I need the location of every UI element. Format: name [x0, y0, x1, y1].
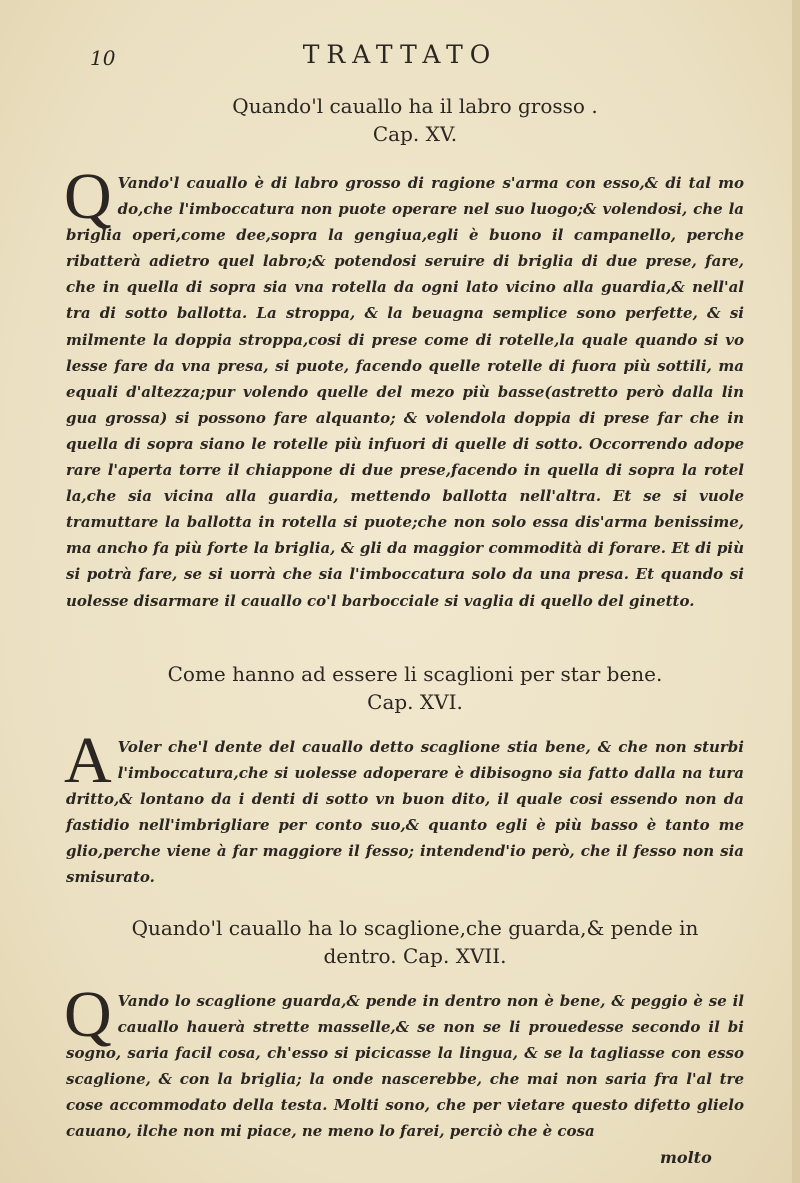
page-header — [0, 40, 800, 80]
paragraph-text: Vando lo scaglione guarda,& pende in dentro non è bene, & peggio è se il cauallo hauerà strette masselle,& se non se li prouedesse secondo il bi sogno, saria facil cosa, ch'esso si picicasse la lingua, & se la tagliasse con esso scaglione, & con la briglia; la onde nascerebbe, che mai non saria fra l'al tre cose accommodato della testa. Molti sono, che per vietare questo difetto glielo cauano, ilche non mi piace, ne meno lo farei, perciò che è cosa — [66, 992, 744, 1141]
chapter-body-xv — [64, 160, 744, 640]
chapter-number: dentro. Cap. XVII. — [323, 944, 507, 968]
page-edge — [792, 0, 800, 1183]
chapter-body-xvii — [64, 978, 744, 1148]
chapter-heading-xvii — [90, 914, 740, 970]
chapter-body-xvi — [64, 724, 744, 894]
paragraph-text: Vando'l cauallo è di labro grosso di ragione s'arma con esso,& di tal mo do,che l'imboccatura non puote operare nel suo luogo;& volendosi, che la briglia operi,come dee,sopra la gengiua,egli è buono il campanello, perche ribatterà adietro quel labro;& potendosi seruire di briglia di due prese, fare, che in quella di sopra sia vna rotella da ogni lato vicino alla guardia,& nell'al tra di sotto ballotta. La stroppa, & la beuagna semplice sono perfette, & si milmente la doppia stroppa,cosi di prese come di rotelle,la quale quando si vo lesse fare da vna presa, si puote, facendo quelle rotelle di fuora più sottili, ma equali d'altezza;pur volendo quelle del mezo più basse(astretto però dalla lin gua grossa) si possono fare alquanto; & volendola doppia di prese far che in quella di sopra siano le rotelle più infuori di quelle di sotto. Occorrendo adope rare l'aperta torre il chiappone di due prese,facendo in quella di sopra la rotel la,che sia vicina alla guardia, mettendo ballotta nell'altra. Et se si vuole tramuttare la ballotta in rotella si puote;che non solo essa dis'arma benissime, ma ancho fa più forte la briglia, & gli da maggior commodità di forare. Et di più si potrà fare, se si uorrà che sia l'imboccatura solo da una presa. Et quando si uolesse disarmare il cauallo co'l barbocciale si vaglia di quello del ginetto. — [66, 174, 744, 610]
chapter-title: Quando'l cauallo ha lo scaglione,che guarda,& pende in — [131, 916, 699, 940]
drop-capital: Q — [64, 160, 112, 233]
chapter-title: Quando'l cauallo ha il labro grosso . — [232, 94, 598, 118]
chapter-heading-xv — [90, 92, 740, 148]
chapter-title: Come hanno ad essere li scaglioni per star bene. — [167, 662, 663, 686]
chapter-number: Cap. XV. — [372, 122, 458, 146]
page-number: 10 — [90, 46, 116, 70]
drop-capital: A — [64, 724, 112, 797]
chapter-heading-xvi — [90, 660, 740, 716]
running-title: TRATTATO — [302, 40, 498, 69]
chapter-number: Cap. XVI. — [367, 690, 463, 714]
paragraph-text: Voler che'l dente del cauallo detto scaglione stia bene, & che non sturbi l'imboccatura,che si uolesse adoperare è dibisogno sia fatto dalla na tura dritto,& lontano da i denti di sotto vn buon dito, il quale cosi essendo non da fastidio nell'imbrigliare per conto suo,& quanto egli è più basso è tanto me glio,perche viene à far maggiore il fesso; intendend'io però, che il fesso non sia smisurato. — [66, 738, 744, 887]
catchword: molto — [660, 1148, 712, 1167]
drop-capital: Q — [64, 978, 112, 1051]
